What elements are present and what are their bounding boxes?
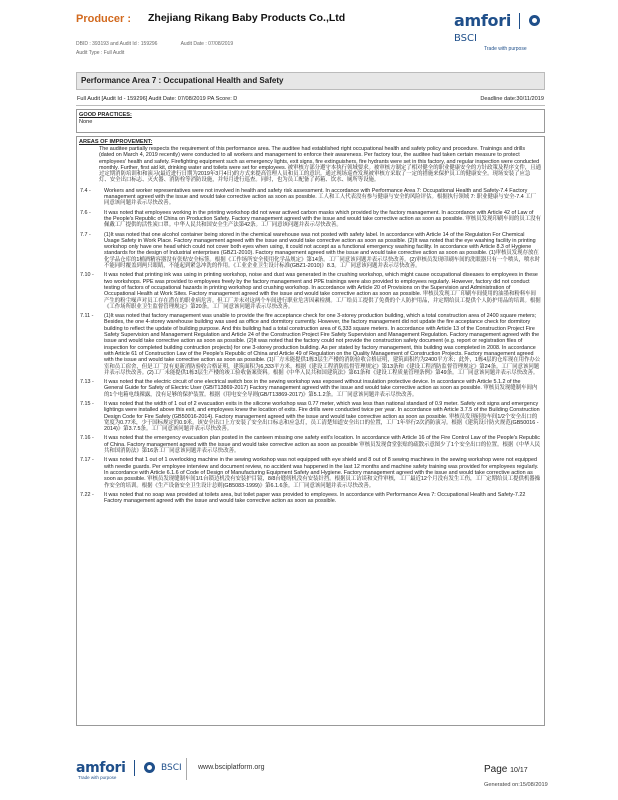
finding-number: 7.6 - <box>80 209 91 216</box>
finding-number: 7.17 - <box>80 457 94 464</box>
producer-name: Zhejiang Rikang Baby Products Co.,Ltd <box>148 12 346 24</box>
good-practices-title: GOOD PRACTICES: <box>79 112 132 118</box>
finding-item <box>77 377 544 399</box>
logo-divider <box>519 13 520 29</box>
finding-text: It was noted that employees working in the printing workshop did not wear actived carbon masks which provided by the factory management. In accordance with Article 42 of Law of the People's Republic of China on Production Safety. Factory management agreed with the issue and would take corrective action as soon as possible. 审核员发现印刷车间的员工没有佩戴工厂提供的活性炭口罩。中华人民共和国安全生产法第42条。工厂同意该问题并表示尽快改善。 <box>104 209 541 229</box>
finding-number: 7.10 - <box>80 272 94 279</box>
finding-number: 7.11 - <box>80 313 94 320</box>
audit-summary: Full Audit [Audit Id - 159296] Audit Date: 07/08/2019 PA Score: D <box>77 96 238 102</box>
finding-item <box>77 490 544 506</box>
finding-number: 7.16 - <box>80 435 94 442</box>
finding-text: It was noted that 1 out of 1 overlocking machine in the sewing workshop was not equipped with eye shield and 8 out of 8 sewing machines in the sewing workshop were not equipped with needle guards. Per employee interview and document review, no accident was happened in the last 12 months and machine safety training was provided for employees regularly. In accordance with Article 6.1.6 of Code of Design of Manufacturing Equipment Safety and Hygiene. Factory management agreed with the issue and would take corrective action as soon as possible. 审核员发现缝制车间1/1台锁边机没有安装护目镜，8/8台缝纫机没有安装针挡。根据员工访谈和文件审核，工厂最近12个月没有发生工伤，工厂定期给员工提供机器操作安全的培训。根据《生产设备安全卫生设计总则(GB5083-1999)》第6.1.6条。工厂同意该问题并表示尽快改善。 <box>104 457 541 489</box>
page-label: Page <box>484 764 508 775</box>
finding-number: 7.22 - <box>80 491 94 498</box>
finding-number: 7.13 - <box>80 379 94 386</box>
finding-text: Workers and worker representatives were not involved in health and safety risk assessment. In accordance with Performance Area 7: Occupational Health and Safety-7.4 Factory management agreed with the issue and would take corrective action as soon as possible. 工人和工人代表没有参与健康与安全的风险评估。根据执行领域 7: 职业健康与安全-7.4 工厂同意该问题并表示尽快改善。 <box>104 187 536 207</box>
finding-text: (1)It was noted that factory management was unable to provide the fire acceptance check for one 3-storey production building, which a total construction area of 2400 square meters; Besides, the one 4-storey warehouse building was used as office and dormitory currently. However, the factory management did not update the fire acceptance check for dormitory building to reflect the update of building purpose. And this building had a total construction area of 6,333 square meters. In accordance with Article 13 of the Construction Project Fire Safety Supervision and Management Regulation and Article 24 of the Construction Project Fire Safety Supervision and Management Regulation. Factory management agreed with the issue and would take corrective action as soon as possible. (2)It was noted that the factory could not provide the construction safety document (e.g. report or registration files of inspection for completed building contruction projects) for one 3-storey production building. As per stated by factory management, this building was completed in 2008. In accordance with Article 61 of Construction Law of the People's Republic of China and Article 49 of Regulation on the Quality Management of Construction Projects. Factory management agreed with the issue and would take corrective action as soon as possible. (1)厂方未能提供1栋3层生产楼的消防验收合格证明，建筑面积约为2400平方米；此外，1栋4层的仓库现在用作办公室和员工宿舍，但是工厂没有更新消防验收合格证明，建筑面积为6,333平方米。根据《建设工程消防监督管理规定》第13条和《建设工程消防监督管理规定》第24条。工厂同意该问题并表示尽快改善。(2)工厂未能提供1栋3层生产楼的竣工验收备案资料。根据《中华人民共和国建筑法》第61条和《建设工程质量管理条例》第49条。工厂同意该问题并表示尽快改善。 <box>104 313 541 376</box>
finding-text: It was noted that the emergency evacuation plan posted in the canteen missing one safety exit's location. In accordance with Article 16 of the Fire Control Law of the People's Republic of China. Factory management agreed with the issue and would take corrective action as soon as possible 审核员发现食堂张贴的疏散示意图少了1个安全出口的位置。根据《中华人民共和国消防法》第16条工厂同意该问题并表示尽快改善。 <box>104 435 541 455</box>
finding-text: It was noted that printing ink was using in printing workshop, noise and dust was generated in the crushing workshop, which might cause occupational diseases to employees in these two workshops. PPE was provided to employees freely by the factory management and PPE trainings were also provided to employees regularly. However, factory did not conduct testing of factors of occupational hazards in printing workshop and crushing workshop. In accordance with Article 20 of Provisions on the Supervision and Administration of Occupational Health at Work Sites. Factory management agreed with the issue and would take corrective action as soon as possible. 审核员发现工厂印刷车间使用的油墨和粉料车间产生的粉尘噪声对员工存在潜在的职业病危害。但工厂并未对这两个车间进行职业危害因素检测。工厂给员工提供了免费的个人防护用品，并定期给员工提供个人防护用品的培训。根据《工作场所职业卫生监督管理规定》第20条。工厂同意该问题并表示尽快改善。 <box>104 272 541 310</box>
logo-name: amfori <box>454 11 511 30</box>
audit-info-line <box>76 94 545 106</box>
footer-logo-sub: BSCI <box>161 762 182 773</box>
good-practices-text: None <box>79 119 93 125</box>
finding-item <box>77 208 544 230</box>
finding-item <box>77 186 544 208</box>
page-number <box>484 764 528 775</box>
generated-date: Generated on:15/08/2019 <box>484 782 548 788</box>
footer-logo-name: amfori <box>76 759 126 776</box>
finding-item <box>77 270 544 311</box>
improvement-title: AREAS OF IMPROVEMENT: <box>79 139 153 145</box>
finding-number: 7.4 - <box>80 187 91 194</box>
finding-text: It was noted that no soap was provided at toilets area, but toilet paper was provided to employees. In accordance with Performance Area 7: Occupational Health and Safety-7.22 Factory management agreed with the issue and would take corrective action as soon as possible. <box>104 491 526 505</box>
footer-amfori-logo <box>76 759 182 780</box>
footer-divider <box>186 758 187 780</box>
finding-item <box>77 433 544 455</box>
improvement-intro: The auditee partially respects the requirement of this performance area. The auditee had established right occupational health and safety policy and procedure. Trainings and drills (dated on March 4, 2019 recently) were conducted to all workers and management to enforce their awareness. Per factory tour, the auditee had taken certain measure to protect employees' health and safety. Firefighting equipment such as emergency lights, exit signs, fire extinguishers, fire hydrants were set in this factory, and regular inspection were conducted monthly. Further, first aid kit, drinking water and toilets were set for employees. 被审核方部分遵守本执行领域要求。被审核方制定了相对健全的职业健康安全的方针政策及程序文件，且通过定期消防培训和和演习(最近进行日期为2019年3月4日)的方式来提高管理人员和员工的意识。通过现场巡查发现被审核方采取了一定的措施来保护员工的健康安全。现场安装了应急灯、安全出口标志、灭火器、消防栓等消防设施，并每月进行巡查。同时，也为员工配备了药箱、饮水、厕所等设施。 <box>99 146 542 184</box>
finding-text: It was noted that the electric circuit of one electrical switch box in the sewing workshop was exposed without insulation protective device. In accordance with Article 5.1.2 of the General Guide for Safety of Electric User (GB/T13869-2017) Factory management agreed with the issue and would take corrective action as soon as possible. 审核员发现缝制车间内的1个电箱电线裸露，没有足够的保护装置。根据《用电安全导则(GB/T13869-2017)》第5.1.2条。工厂同意该问题并表示尽快改善。 <box>104 379 538 398</box>
finding-text: It was noted that the width of 1 out of 2 evacuation exits in the silicone workshop was 0.77 meter, which was less than national standard of 0.9 meter. Safety exit signs and emergency lightings were installed above this exit, and employees knew the location of exits. Fire drills were conducted twice per year. In accordance with Article 3.7.5 of the Building Construction Design Code for Fire Safety (GB50016-2014). Factory management agreed with the issue and would take corrective action as soon as possible. 审核员发现硅胶车间1/2个安全出口的宽度为0.77米，少于国标规定的0.9米。该安全出口上方安装了安全出口标志和应急灯，员工清楚知道安全出口的位置，工厂1年举行2次消防演习。根据《建筑设计防火规范(GB50016 - 2014)》第3.7.5条。工厂同意该问题并表示尽快改善。 <box>104 400 540 433</box>
report-footer <box>0 752 618 800</box>
finding-item <box>77 230 544 271</box>
finding-number: 7.15 - <box>80 400 94 407</box>
page-current: 10 <box>510 767 518 774</box>
performance-area-title: Performance Area 7 : Occupational Health and Safety <box>81 76 284 85</box>
logo-sub: BSCI <box>454 33 477 45</box>
improvement-box <box>76 136 545 726</box>
dbid: DBID : 393193 and Audit Id : 159296 <box>76 41 158 47</box>
finding-text: (1)It was noted that one alcohol container being stored in the chemical warehouse was not posted with safety label. In accordance with Article 14 of the Regulation For Chemical Usage Safety in Work Place. Factory management agreed with the issue and would take corrective action as soon as possible. (2)It was noted that the eye washing facility in printing workshop only have one head which could not cover both eyes when using, it could not accept as a functional emergency washing facility. In accordance with Article 8.3 of Hygiene standards for the design of Industrial enterprises (GBZ1-2010). Factory management agreed with the issue and would take corrective action as soon as possible. (1)审核员发现存放在化学品仓库的1桶酒精容器没有张贴安全标签。根据《工作场所安全使用化学品规定》第14条。工厂同意该问题并表示尽快改善。(2)审核员发现印刷车间的洗眼器只有一个喷头，喷水时不能同时覆盖到两只眼睛，不能起到紧急冲洗的作用。《工业企业卫生设计标准(GBZ1-2010)》8.3。工厂同意该问题并表示尽快改善。 <box>104 231 541 270</box>
footer-logo-divider <box>134 760 135 776</box>
finding-item <box>77 455 544 489</box>
report-header <box>0 0 618 62</box>
bsci-circle-icon <box>529 15 540 26</box>
amfori-logo <box>454 11 554 51</box>
audit-meta <box>76 41 255 47</box>
page-total: /17 <box>517 767 528 774</box>
deadline-date: Deadline date:30/11/2019 <box>480 96 544 102</box>
logo-tagline: Trade with purpose <box>484 46 527 52</box>
footer-logo-tagline: Trade with purpose <box>78 775 117 780</box>
good-practices-box <box>76 109 545 133</box>
performance-area-header <box>76 72 545 90</box>
footer-website[interactable]: www.bsciplatform.org <box>198 764 265 771</box>
footer-bsci-circle-icon <box>144 762 155 773</box>
finding-item <box>77 311 544 377</box>
producer-label: Producer : <box>76 13 132 25</box>
finding-item <box>77 399 544 433</box>
audit-type: Audit Type : Full Audit <box>76 50 125 56</box>
audit-date: Audit Date : 07/08/2019 <box>180 41 234 47</box>
finding-number: 7.7 - <box>80 231 91 238</box>
